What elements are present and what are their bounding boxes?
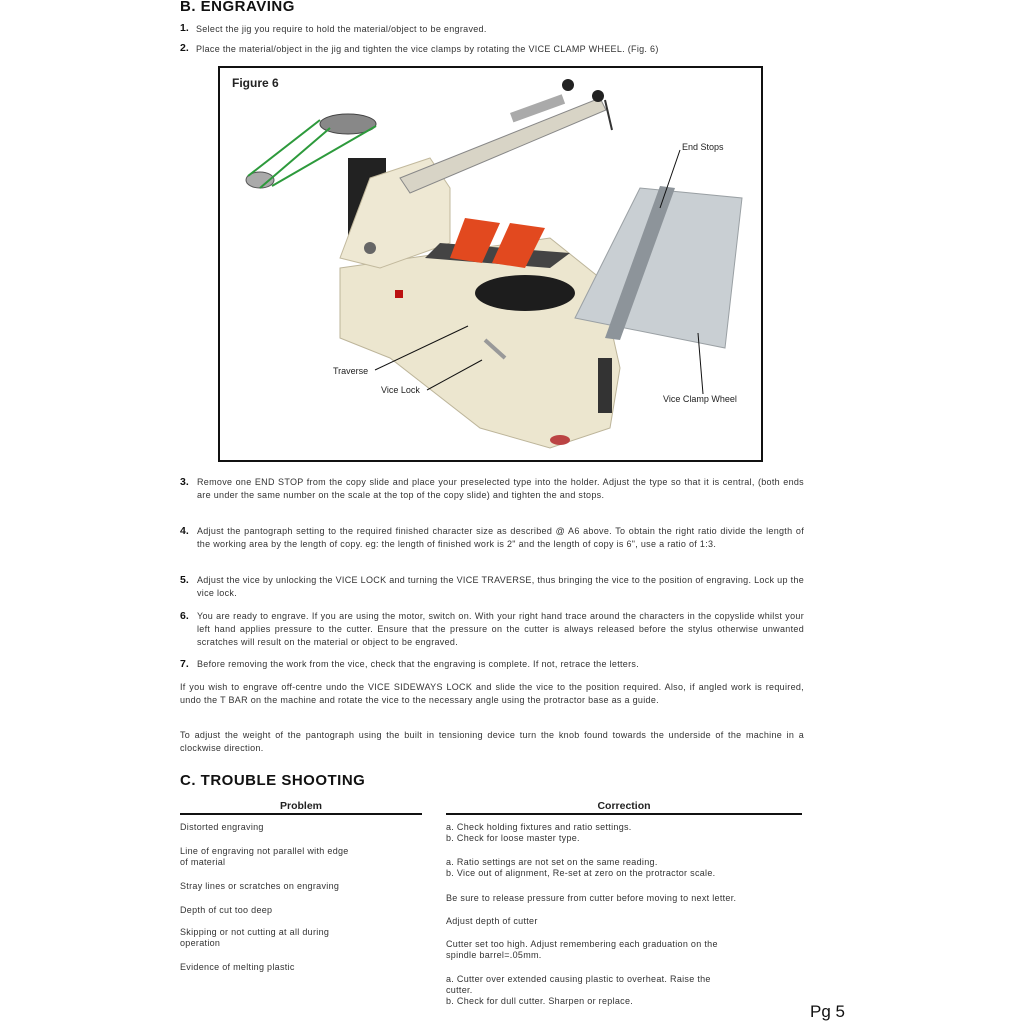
correction-cell: Be sure to release pressure from cutter before moving to next letter. [446,893,737,903]
section-b-heading: B. ENGRAVING [180,0,295,15]
paragraph-tension: To adjust the weight of the pantograph using the built in tensioning device turn the knob found towards the underside of the machine in a clockwise direction. [180,730,804,753]
correction-cell: a. Ratio settings are not set on the same reading. b. Vice out of alignment, Re-set at zero on the protractor scale. [446,857,716,878]
correction-cell: a. Cutter over extended causing plastic to overheat. Raise the cutter. b. Check for dull cutter. Sharpen or replace. [446,974,711,1006]
step-text: Before removing the work from the vice, check that the engraving is complete. If not, retrace the letters. [197,659,639,669]
step-number: 7. [180,658,189,670]
section-c-heading: C. TROUBLE SHOOTING [180,772,366,789]
label-traverse: Traverse [333,366,369,376]
figure-title: Figure 6 [232,76,279,90]
label-end-stops: End Stops [682,142,724,152]
step-number: 4. [180,525,189,537]
correction-cell: Adjust depth of cutter [446,916,538,926]
step-number: 6. [180,610,189,622]
step-number: 5. [180,574,189,586]
step-number: 3. [180,476,189,488]
correction-cell: Cutter set too high. Adjust remembering each graduation on the spindle barrel=.05mm. [446,939,718,960]
label-vice-lock: Vice Lock [381,385,420,395]
step-text: Adjust the vice by unlocking the VICE LOCK and turning the VICE TRAVERSE, thus bringing the vice to the position of engraving. Lock up the vice lock. [197,575,804,598]
column-header-correction: Correction [446,800,802,815]
problem-cell: Stray lines or scratches on engraving [180,881,340,891]
step-text: Select the jig you require to hold the material/object to be engraved. [196,24,487,34]
label-vice-clamp-wheel: Vice Clamp Wheel [663,394,737,404]
problem-cell: Line of engraving not parallel with edge of material [180,846,349,867]
column-header-problem: Problem [180,800,422,815]
page-number: Pg 5 [810,1002,845,1021]
step-text: Remove one END STOP from the copy slide and place your preselected type into the holder. Adjust the type so that it is central, (both ends are under the same number on the scale at the top of the copy slide) and tighten the and stops. [197,477,804,500]
step-text: Adjust the pantograph setting to the required finished character size as described @ A6 above. To obtain the right ratio divide the length of the working area by the length of copy. eg: the length of finished work is 2" and the length of copy is 6", use a ratio of 1:3. [197,526,804,549]
problem-cell: Evidence of melting plastic [180,962,295,972]
problem-cell: Depth of cut too deep [180,905,273,915]
correction-cell: a. Check holding fixtures and ratio settings. b. Check for loose master type. [446,822,632,843]
problem-cell: Distorted engraving [180,822,264,832]
step-number: 1. [180,22,189,34]
figure-6 [218,66,763,462]
problem-cell: Skipping or not cutting at all during operation [180,927,330,948]
paragraph-off-centre: If you wish to engrave off-centre undo the VICE SIDEWAYS LOCK and slide the vice to the position required. Also, if angled work is required, undo the T BAR on the machine and rotate the vice to the necessary angle using the protractor base as a guide. [180,682,804,705]
step-text: You are ready to engrave. If you are using the motor, switch on. With your right hand trace around the characters in the copyslide whilst your left hand applies pressure to the cutter. Ensure that the pressure on the cutter is always released before the stylus otherwise unwanted scratches will result on the material or object to be engraved. [197,611,804,647]
step-text: Place the material/object in the jig and tighten the vice clamps by rotating the VICE CLAMP WHEEL. (Fig. 6) [196,44,659,54]
step-number: 2. [180,42,189,54]
